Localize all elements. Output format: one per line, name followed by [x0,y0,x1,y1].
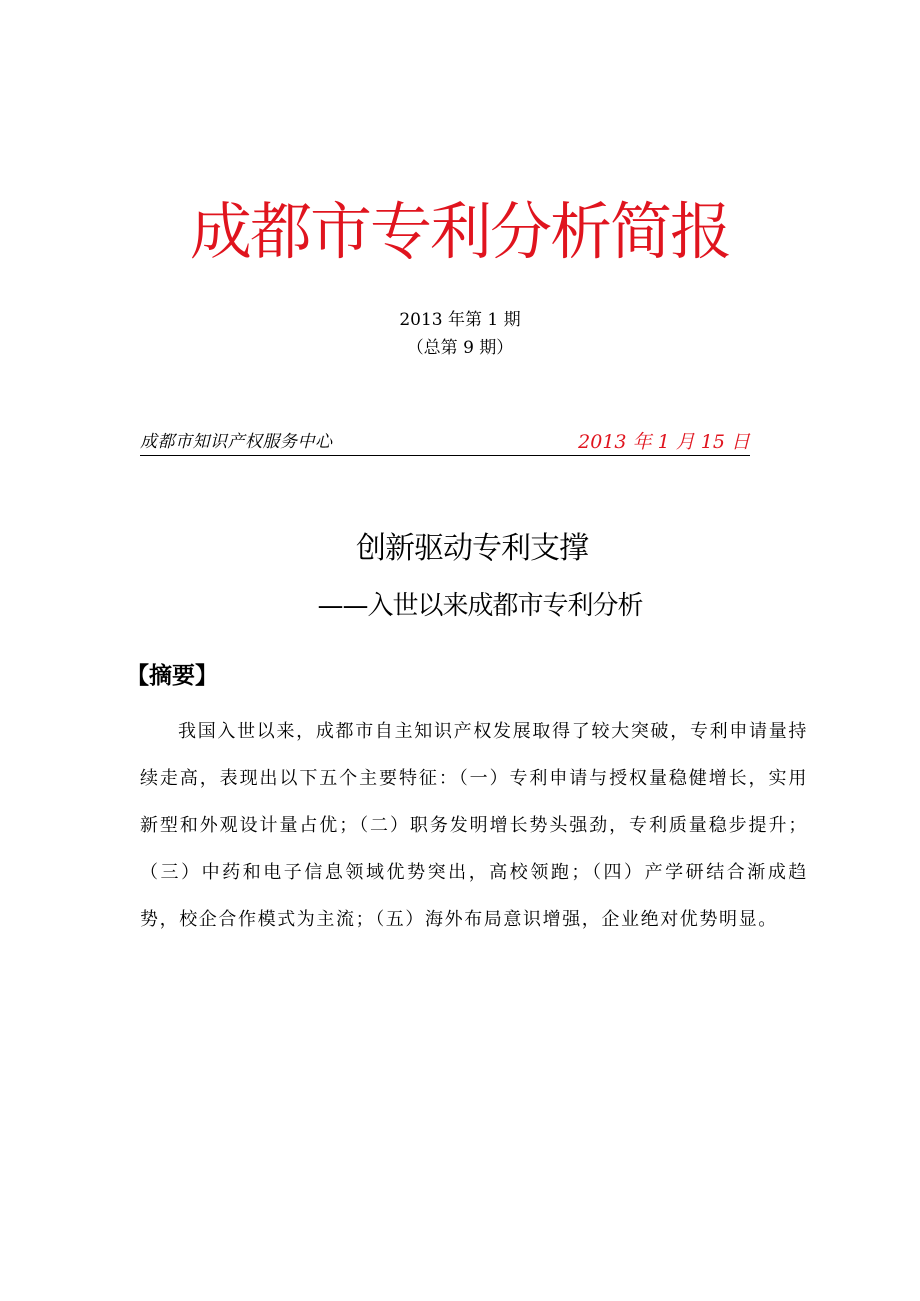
total-issue-number: （总第 9 期） [406,338,514,358]
report-title: 成都市专利分析简报 [189,195,730,268]
organization-name: 成都市知识产权服务中心 [140,432,333,452]
article-title: 创新驱动专利支撑 [356,531,588,566]
issue-number: 2013 年第 1 期 [399,310,521,330]
abstract-heading: 【摘要】 [126,663,218,689]
abstract-body: 我国入世以来，成都市自主知识产权发展取得了较大突破，专利申请量持续走高，表现出以下五个主要特征：（一）专利申请与授权量稳健增长，实用新型和外观设计量占优；（二）职务发明增长势头强劲，专利质量稳步提升；（三）中药和电子信息领域优势突出，高校领跑；（四）产学研结合渐成趋势，校企合作模式为主流；（五）海外布局意识增强，企业绝对优势明显。 [140,721,808,930]
publisher-header-line [140,425,750,456]
article-subtitle: ——入世以来成都市专利分析 [317,591,643,621]
publication-date: 2013 年 1 月 15 日 [578,431,750,453]
